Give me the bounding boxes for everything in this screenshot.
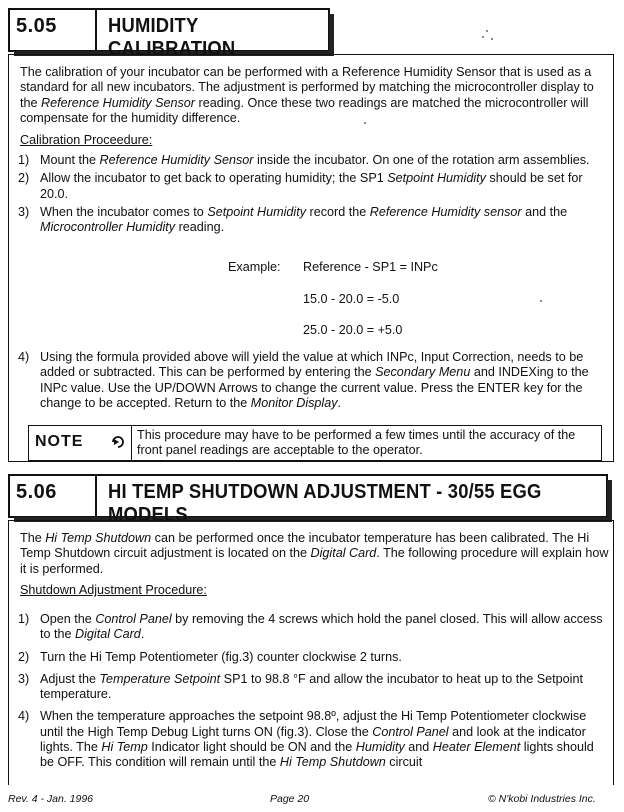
section-number: 5.05 bbox=[16, 15, 57, 37]
note-label-cell bbox=[29, 426, 132, 460]
section-title: HI TEMP SHUTDOWN ADJUSTMENT - 30/55 EGG MODELS bbox=[108, 481, 542, 526]
intro-paragraph: The Hi Temp Shutdown can be performed once the incubator temperature has been calibrated. The Hi Temp Shutdown circuit adjustment is located on the Digital Card. The following procedure will explain how it is performed. bbox=[20, 531, 609, 576]
procedure-heading: Calibration Proceedure: bbox=[20, 133, 153, 147]
section-title: HUMIDITY CALIBRATION bbox=[108, 15, 236, 60]
steps-list bbox=[18, 350, 608, 411]
intro-paragraph: The calibration of your incubator can be performed with a Reference Humidity Sensor that is used as a standard for all new incubators. The adjustment is performed by matching the microcontroller display to the Reference Humidity Sensor reading. Once these two readings are matched the microcontroller will compensate for the humidity difference. bbox=[20, 65, 594, 125]
section-number: 5.06 bbox=[16, 481, 57, 503]
example-line: 25.0 - 20.0 = +5.0 bbox=[303, 323, 403, 337]
footer-page-number: Page 20 bbox=[270, 793, 310, 805]
scan-speck bbox=[540, 300, 542, 302]
example-label: Example: bbox=[228, 260, 281, 274]
section-header-5-05 bbox=[8, 8, 330, 60]
list-item: 3) Adjust the Temperature Setpoint SP1 to 98.8 °F and allow the incubator to heat up to the Setpoint temperature. bbox=[18, 671, 583, 702]
steps-list bbox=[18, 612, 608, 771]
steps-list bbox=[18, 153, 608, 235]
section-header-5-06 bbox=[8, 474, 608, 526]
list-item: 2) Allow the incubator to get back to operating humidity; the SP1 Setpoint Humidity should be set for 20.0. bbox=[18, 171, 583, 201]
list-item: 2) Turn the Hi Temp Potentiometer (fig.3) counter clockwise 2 turns. bbox=[18, 649, 402, 664]
example-line: 15.0 - 20.0 = -5.0 bbox=[303, 292, 400, 306]
list-item: 1) Open the Control Panel by removing the 4 screws which hold the panel closed. This will allow access to the Digital Card. bbox=[18, 612, 603, 642]
list-item: 3) When the incubator comes to Setpoint Humidity record the Reference Humidity sensor and the Microcontroller Humidity reading. bbox=[18, 204, 568, 235]
scan-speck bbox=[491, 38, 493, 40]
list-item: 1) Mount the Reference Humidity Sensor inside the incubator. On one of the rotation arm assemblies. bbox=[18, 153, 590, 167]
example-formula: Reference - SP1 = INPc bbox=[303, 260, 438, 274]
procedure-heading: Shutdown Adjustment Procedure: bbox=[20, 583, 207, 597]
footer-revision: Rev. 4 - Jan. 1996 bbox=[8, 793, 94, 805]
scan-speck bbox=[482, 36, 484, 38]
list-item: 4) Using the formula provided above will yield the value at which INPc, Input Correction, needs to be added or subtracted. This can be performed by entering the Secondary Menu and INDEXing to the INPc value. Use the UP/DOWN Arrows to change the current value. Press the ENTER key for the change to be accepted. Return to the Monitor Display. bbox=[18, 350, 589, 410]
scan-speck bbox=[486, 30, 488, 32]
scan-speck bbox=[364, 122, 366, 124]
note-box bbox=[28, 425, 602, 461]
footer-copyright: © N'kobi Industries Inc. bbox=[488, 793, 596, 805]
list-item: 4) When the temperature approaches the setpoint 98.8º, adjust the Hi Temp Potentiometer clockwise until the High Temp Debug Light turns ON (fig.3). Close the Control Panel and look at the indicator lights. The Hi Temp Indicator light should be ON and the Humidity and Heater Element lights should be OFF. This condition will remain until the Hi Temp Shutdown circuit bbox=[18, 709, 594, 770]
arrow-right-icon bbox=[111, 435, 125, 449]
note-label: NOTE bbox=[35, 433, 84, 450]
note-text: This procedure may have to be performed a few times until the accuracy of the front panel readings are acceptable to the operator. bbox=[137, 428, 576, 458]
